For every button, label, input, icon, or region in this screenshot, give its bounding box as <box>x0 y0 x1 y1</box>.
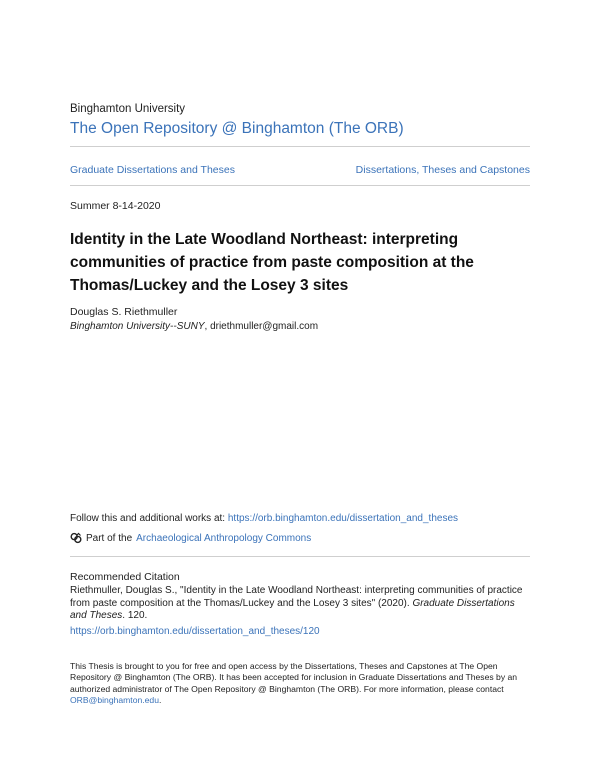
access-statement <box>70 661 532 706</box>
archaeological-anthropology-commons-link[interactable]: Archaeological Anthropology Commons <box>136 532 312 544</box>
follow-line <box>70 513 458 524</box>
recommended-citation-heading: Recommended Citation <box>70 571 180 583</box>
citation-url-link[interactable]: https://orb.binghamton.edu/dissertation_and_theses/120 <box>70 626 320 637</box>
publication-date: Summer 8-14-2020 <box>70 200 161 212</box>
top-divider <box>70 146 530 147</box>
part-of-prefix: Part of the <box>86 532 133 544</box>
nav-dissertations-capstones-link[interactable]: Dissertations, Theses and Capstones <box>355 164 530 176</box>
author-email: driethmuller@gmail.com <box>210 321 319 332</box>
author-name: Douglas S. Riethmuller <box>70 306 178 318</box>
part-of-line <box>70 532 311 544</box>
creative-commons-icon <box>70 532 82 544</box>
follow-url-link[interactable]: https://orb.binghamton.edu/dissertation_and_theses <box>227 513 459 524</box>
citation-body: Riethmuller, Douglas S., "Identity in the Late Woodland Northeast: interpreting communities of practice from paste composition at the Thomas/Luckey and the Losey 3 sites" (2020). <box>70 585 523 609</box>
university-name: Binghamton University <box>70 103 186 115</box>
affiliation-text: Binghamton University--SUNY <box>70 321 205 332</box>
author-affiliation: Binghamton University--SUNY, driethmuller@gmail.com <box>70 321 319 332</box>
citation-divider <box>70 556 530 557</box>
citation-number: . 120. <box>122 610 148 621</box>
access-statement-end: . <box>158 694 162 705</box>
paper-title: Identity in the Late Woodland Northeast: interpreting communities of practice from paste composition at the Thomas/Luckey and the Losey 3 sites <box>70 231 474 294</box>
repository-link[interactable]: The Open Repository @ Binghamton (The ORB) <box>70 120 404 137</box>
citation-series: Graduate Dissertations and Theses <box>70 597 515 621</box>
access-statement-text: This Thesis is brought to you for free and open access by the Dissertations, Theses and Capstones at The Open Repository @ Binghamton (The ORB). It has been accepted for inclusion in Graduate Dissertations and Theses by an authorized administrator of The Open Repository @ Binghamton (The ORB). For more information, please contact <box>70 661 518 694</box>
follow-prefix: Follow this and additional works at: <box>70 513 228 524</box>
nav-divider <box>70 185 530 186</box>
citation-text <box>70 585 532 623</box>
nav-graduate-dissertations-link[interactable]: Graduate Dissertations and Theses <box>70 164 235 176</box>
contact-email-link[interactable]: ORB@binghamton.edu <box>70 694 159 705</box>
